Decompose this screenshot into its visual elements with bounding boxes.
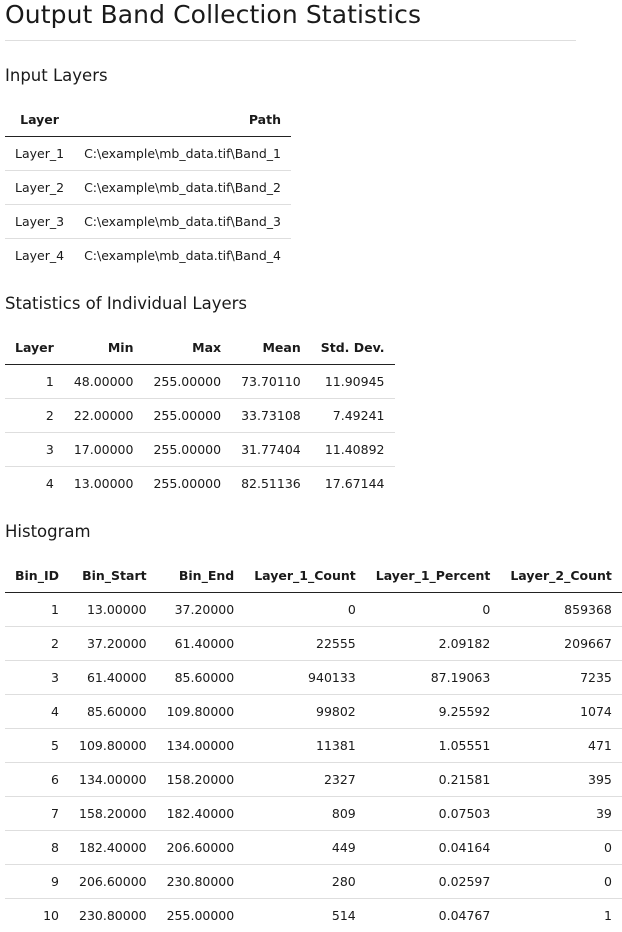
table-cell: C:\example\mb_data.tif\Band_1 [74,137,291,171]
table-cell: 82.51136 [231,467,311,501]
table-row [5,899,622,932]
table-cell: 73.70110 [231,365,311,399]
table-cell: Layer_4 [5,239,74,273]
table-row [5,627,622,661]
table-row [5,695,622,729]
table-cell: 255.00000 [157,899,245,932]
column-header: Layer [5,102,74,137]
column-header: Bin_ID [5,558,69,593]
table-cell: 22.00000 [64,399,144,433]
table-cell: 0.04164 [366,831,501,865]
table-cell: 2 [5,627,69,661]
table-cell: C:\example\mb_data.tif\Band_4 [74,239,291,273]
table-row [5,661,622,695]
table-cell: Layer_1 [5,137,74,171]
table-cell: 22555 [244,627,366,661]
input-layers-table [5,102,291,272]
table-cell: 1 [500,899,622,932]
table-cell: 940133 [244,661,366,695]
table-cell: 39 [500,797,622,831]
table-cell: 255.00000 [143,365,231,399]
table-cell: 4 [5,695,69,729]
table-cell: 134.00000 [157,729,245,763]
table-cell: 33.73108 [231,399,311,433]
table-cell: 0 [500,831,622,865]
input-layers-heading: Input Layers [5,66,108,85]
table-cell: 9.25592 [366,695,501,729]
statistics-heading: Statistics of Individual Layers [5,294,247,313]
table-cell: 471 [500,729,622,763]
table-cell: 2 [5,399,64,433]
table-cell: 230.80000 [157,865,245,899]
table-cell: 206.60000 [157,831,245,865]
table-cell: 7 [5,797,69,831]
table-cell: 209667 [500,627,622,661]
column-header: Min [64,330,144,365]
page-title: Output Band Collection Statistics [5,0,421,29]
table-cell: 158.20000 [69,797,157,831]
table-cell: 99802 [244,695,366,729]
table-cell: 11381 [244,729,366,763]
table-cell: 109.80000 [69,729,157,763]
column-header: Std. Dev. [311,330,395,365]
table-cell: 514 [244,899,366,932]
table-row [5,831,622,865]
table-row [5,467,395,501]
table-cell: 48.00000 [64,365,144,399]
table-cell: 11.90945 [311,365,395,399]
table-cell: 17.67144 [311,467,395,501]
table-cell: Layer_3 [5,205,74,239]
table-row [5,433,395,467]
table-cell: 0 [244,593,366,627]
table-cell: 859368 [500,593,622,627]
histogram-heading: Histogram [5,522,91,541]
table-cell: 182.40000 [69,831,157,865]
table-cell: 255.00000 [143,467,231,501]
table-row [5,593,622,627]
column-header: Mean [231,330,311,365]
table-cell: 255.00000 [143,433,231,467]
table-cell: 17.00000 [64,433,144,467]
table-cell: 4 [5,467,64,501]
table-cell: 809 [244,797,366,831]
table-cell: 1 [5,593,69,627]
table-cell: 10 [5,899,69,932]
column-header: Layer_2_Count [500,558,622,593]
table-cell: 37.20000 [157,593,245,627]
table-cell: 87.19063 [366,661,501,695]
table-cell: 206.60000 [69,865,157,899]
column-header: Bin_End [157,558,245,593]
table-cell: 6 [5,763,69,797]
table-cell: 85.60000 [69,695,157,729]
table-cell: Layer_2 [5,171,74,205]
table-cell: 13.00000 [64,467,144,501]
table-cell: 7.49241 [311,399,395,433]
column-header: Max [143,330,231,365]
table-cell: 230.80000 [69,899,157,932]
table-row [5,797,622,831]
table-cell: 0 [366,593,501,627]
table-cell: 85.60000 [157,661,245,695]
table-cell: 182.40000 [157,797,245,831]
table-cell: 61.40000 [69,661,157,695]
table-cell: 5 [5,729,69,763]
table-cell: 1 [5,365,64,399]
table-cell: 13.00000 [69,593,157,627]
table-row [5,205,291,239]
table-header-row [5,558,622,593]
table-cell: 0 [500,865,622,899]
table-cell: 11.40892 [311,433,395,467]
table-row [5,171,291,205]
title-divider [5,40,576,41]
table-cell: 134.00000 [69,763,157,797]
statistics-table [5,330,395,500]
table-row [5,137,291,171]
table-cell: 158.20000 [157,763,245,797]
table-header-row [5,102,291,137]
table-cell: 0.04767 [366,899,501,932]
table-row [5,729,622,763]
table-cell: 2.09182 [366,627,501,661]
table-cell: 37.20000 [69,627,157,661]
table-cell: 3 [5,661,69,695]
table-cell: 1074 [500,695,622,729]
table-cell: 280 [244,865,366,899]
table-cell: 31.77404 [231,433,311,467]
table-cell: 7235 [500,661,622,695]
table-cell: 0.02597 [366,865,501,899]
table-cell: 0.21581 [366,763,501,797]
histogram-table [5,558,622,932]
table-cell: 8 [5,831,69,865]
table-row [5,763,622,797]
table-row [5,365,395,399]
table-cell: 395 [500,763,622,797]
table-cell: 109.80000 [157,695,245,729]
table-cell: 2327 [244,763,366,797]
table-cell: 61.40000 [157,627,245,661]
column-header: Layer_1_Count [244,558,366,593]
column-header: Bin_Start [69,558,157,593]
table-cell: 1.05551 [366,729,501,763]
table-cell: C:\example\mb_data.tif\Band_2 [74,171,291,205]
column-header: Layer [5,330,64,365]
table-cell: 255.00000 [143,399,231,433]
table-cell: C:\example\mb_data.tif\Band_3 [74,205,291,239]
table-cell: 9 [5,865,69,899]
table-header-row [5,330,395,365]
table-row [5,239,291,273]
table-row [5,865,622,899]
column-header: Path [74,102,291,137]
table-row [5,399,395,433]
table-cell: 0.07503 [366,797,501,831]
table-cell: 449 [244,831,366,865]
table-cell: 3 [5,433,64,467]
column-header: Layer_1_Percent [366,558,501,593]
